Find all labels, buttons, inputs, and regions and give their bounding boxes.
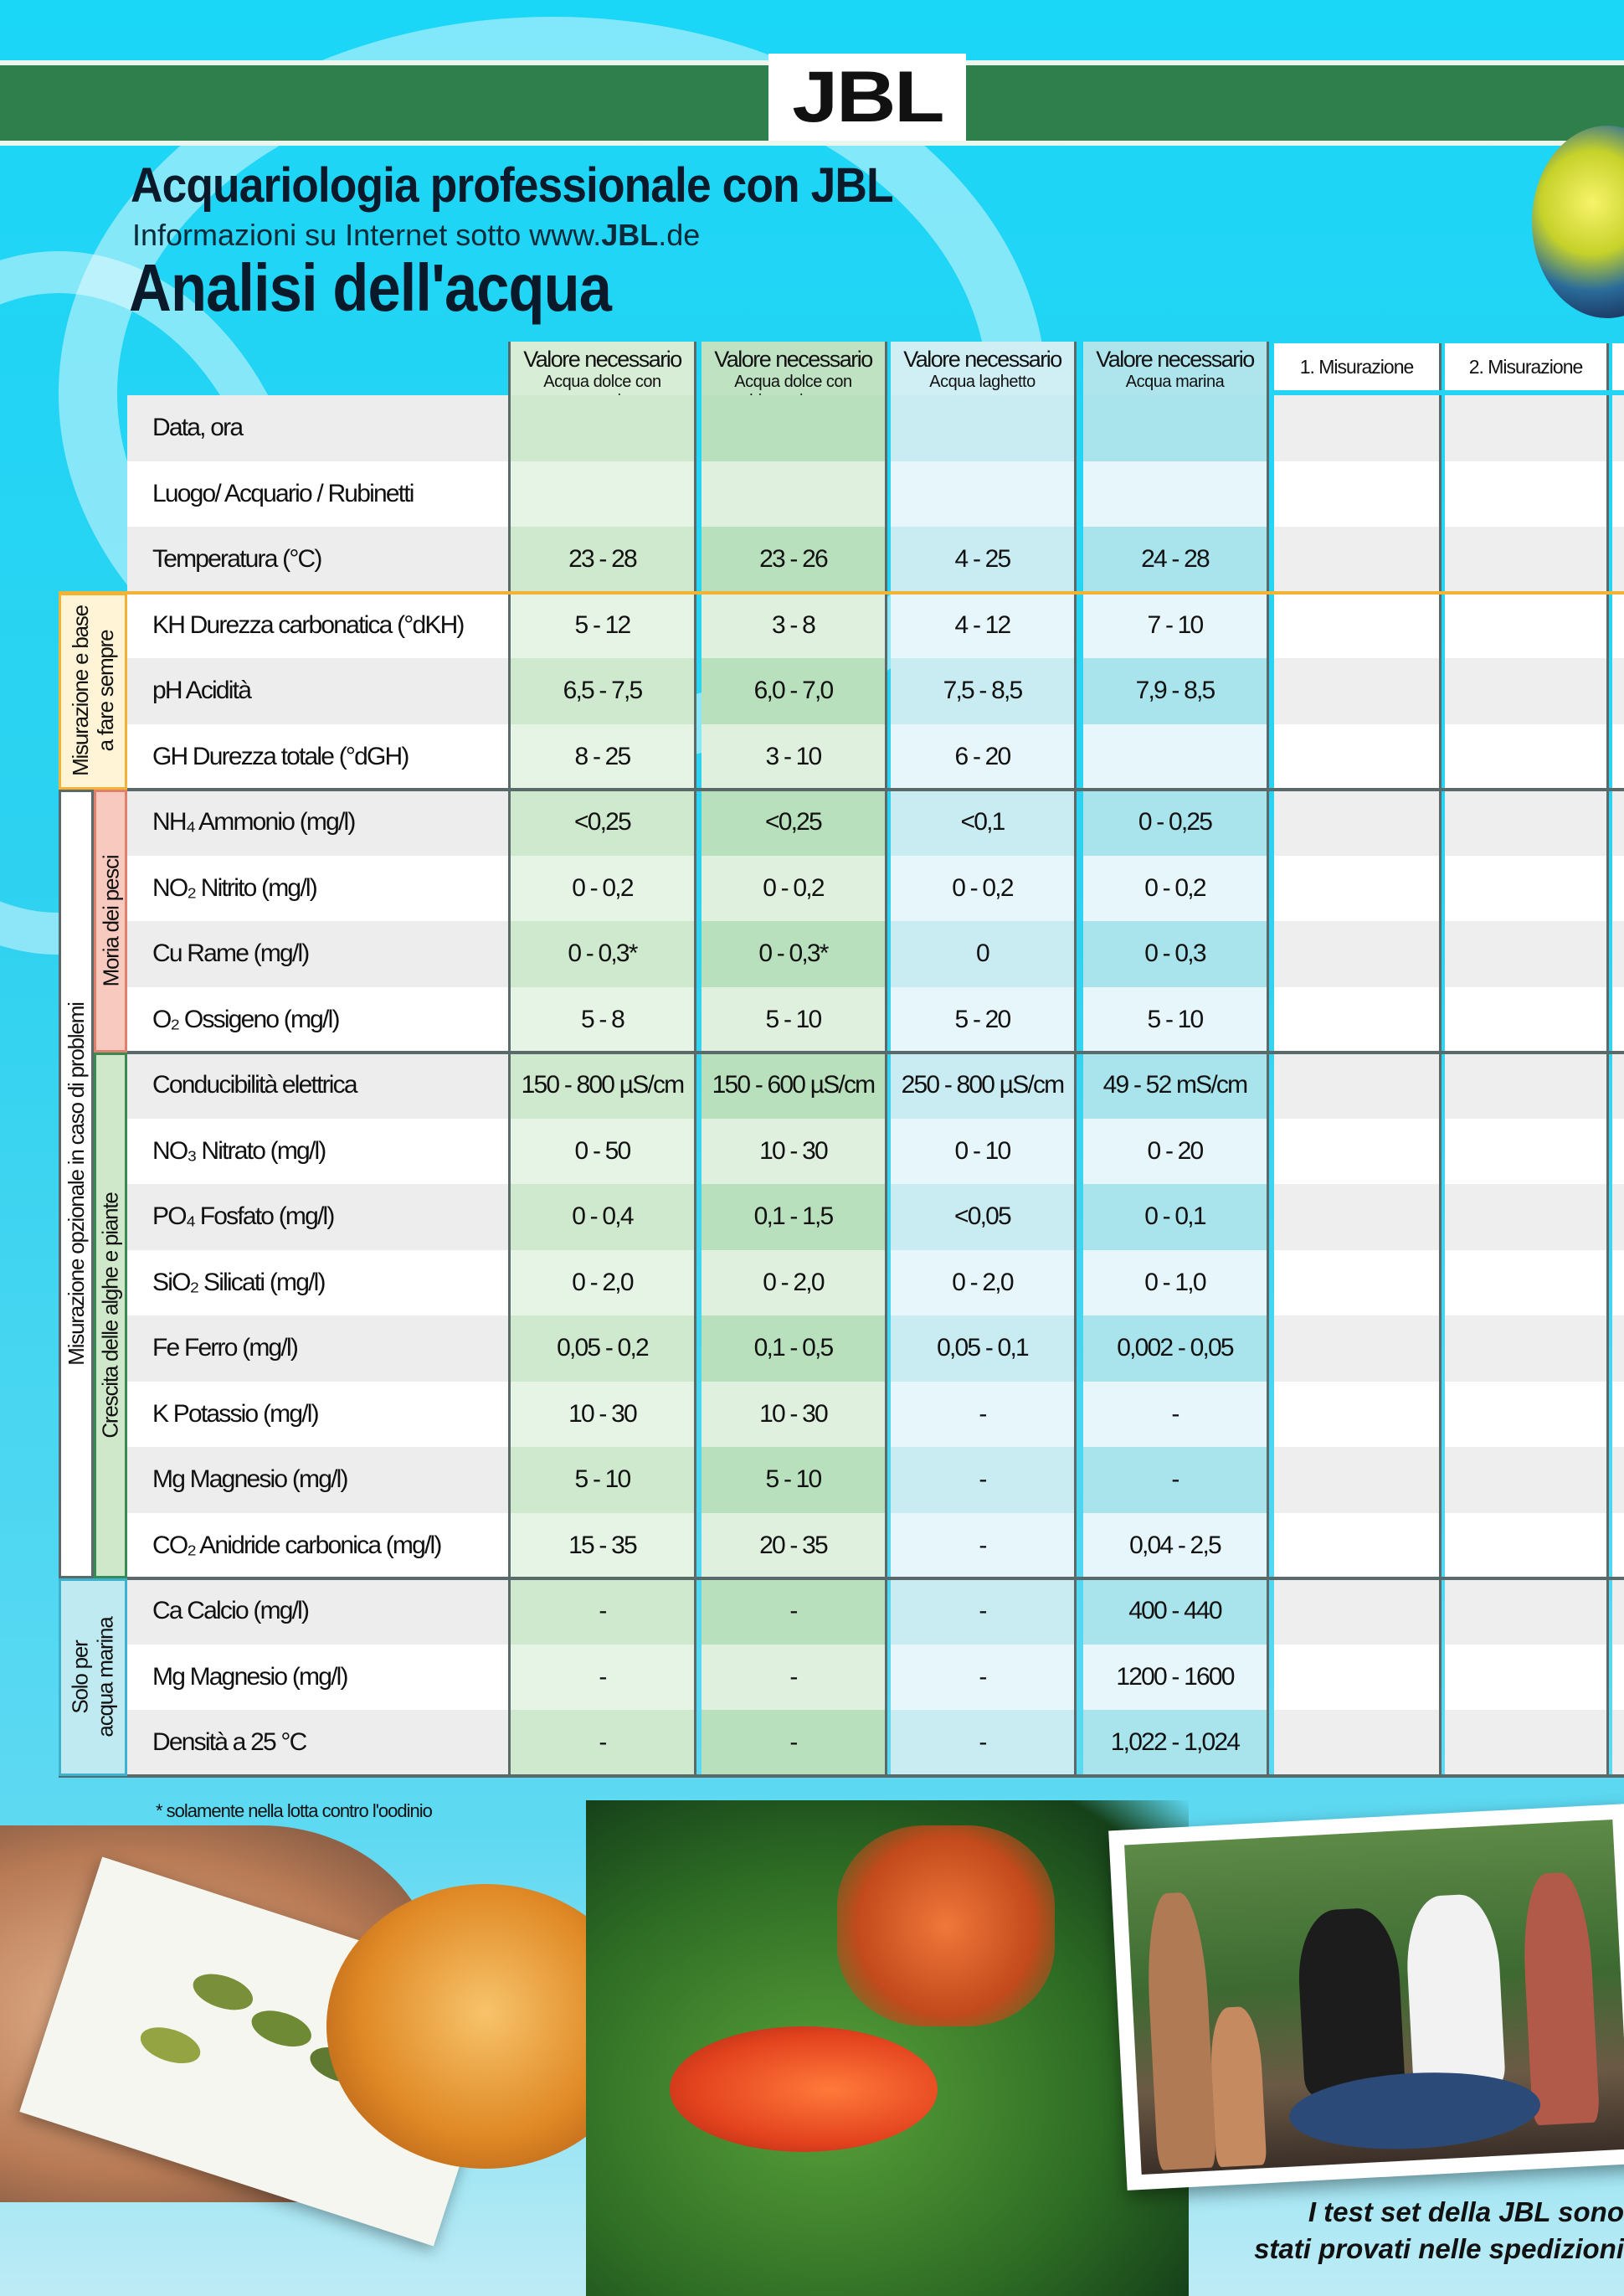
row-label: KH Durezza carbonatica (°dKH) (127, 593, 509, 659)
measurement-input-cell[interactable] (1612, 1315, 1624, 1382)
measurement-input-cell[interactable] (1445, 724, 1609, 790)
jbl-logo: JBL (768, 54, 966, 141)
value-cell: 0,1 - 1,5 (702, 1184, 887, 1250)
measurement-input-cell[interactable] (1445, 1315, 1609, 1382)
value-cell: 0 - 0,25 (1083, 790, 1269, 856)
row-label: Mg Magnesio (mg/l) (127, 1447, 509, 1513)
footnote: * solamente nella lotta contro l'oodinio (156, 1800, 432, 1821)
measurement-input-cell[interactable] (1612, 1053, 1624, 1119)
red-gourami-image (670, 2026, 938, 2152)
value-cell: 0,05 - 0,1 (891, 1315, 1077, 1382)
value-cell: <0,25 (702, 790, 887, 856)
value-cell: - (702, 1645, 887, 1711)
table-bottom-border (59, 1774, 1624, 1778)
expedition-photo (1108, 1804, 1624, 2190)
value-cell (1083, 724, 1269, 790)
value-cell: 7,9 - 8,5 (1083, 658, 1269, 724)
value-cell (511, 461, 696, 528)
measurement-input-cell[interactable] (1612, 987, 1624, 1053)
value-cell: - (511, 1645, 696, 1711)
value-cell: 15 - 35 (511, 1513, 696, 1579)
measurement-input-cell[interactable] (1274, 1710, 1442, 1776)
person-figure (1143, 1892, 1216, 2170)
person-figure (1520, 1871, 1601, 2126)
measurement-input-cell[interactable] (1445, 790, 1609, 856)
value-cell: 0 - 0,3* (702, 921, 887, 987)
value-cell: - (511, 1578, 696, 1645)
measurement-input-cell[interactable] (1274, 527, 1442, 593)
value-cell: 4 - 25 (891, 527, 1077, 593)
measurement-input-cell[interactable] (1612, 1645, 1624, 1711)
measurement-input-cell[interactable] (1274, 1184, 1442, 1250)
row-label: NO₃ Nitrato (mg/l) (127, 1119, 509, 1185)
value-cell: 0 - 0,2 (1083, 856, 1269, 922)
value-cell: - (891, 1382, 1077, 1448)
value-cell: 5 - 12 (511, 593, 696, 659)
page-title: Acquariologia professionale con JBL (131, 158, 893, 213)
color-dot (136, 2021, 205, 2070)
value-cell: 0 - 2,0 (702, 1250, 887, 1316)
measurement-input-cell[interactable] (1274, 1578, 1442, 1645)
value-cell: - (891, 1645, 1077, 1711)
value-cell: 6 - 20 (891, 724, 1077, 790)
label-column-divider (508, 342, 511, 1776)
value-cell: 250 - 800 µS/cm (891, 1053, 1077, 1119)
measurement-input-cell[interactable] (1612, 1710, 1624, 1776)
measurement-input-cell[interactable] (1274, 658, 1442, 724)
value-cell: - (1083, 1382, 1269, 1448)
group-label-base-text: Misurazione e base a fare sempre (68, 605, 119, 777)
value-cell: 0 - 20 (1083, 1119, 1269, 1185)
measurement-input-cell[interactable] (1445, 1447, 1609, 1513)
measurement-input-cell[interactable] (1274, 1447, 1442, 1513)
value-cell: 0,002 - 0,05 (1083, 1315, 1269, 1382)
column-header-subtitle: Acqua dolce con (734, 373, 852, 391)
measurement-input-cell[interactable] (1274, 593, 1442, 659)
measurement-input-cell[interactable] (1274, 395, 1442, 461)
row-label: Densità a 25 °C (127, 1710, 509, 1776)
measurement-input-cell[interactable] (1274, 1513, 1442, 1579)
value-cell: - (891, 1447, 1077, 1513)
value-cell (891, 461, 1077, 528)
measurement-input-cell[interactable] (1612, 1513, 1624, 1579)
group-label-fish-death (94, 790, 127, 1053)
measurement-input-cell[interactable] (1445, 461, 1609, 528)
measurement-input-cell[interactable] (1274, 461, 1442, 528)
value-cell: 0 - 0,4 (511, 1184, 696, 1250)
column-header-title: Valore necessario (903, 347, 1061, 372)
value-cell: 0 - 2,0 (891, 1250, 1077, 1316)
value-cell (1083, 395, 1269, 461)
row-label: CO₂ Anidride carbonica (mg/l) (127, 1513, 509, 1579)
measurement-input-cell[interactable] (1445, 987, 1609, 1053)
measurement-input-cell[interactable] (1445, 1645, 1609, 1711)
value-cell: 4 - 12 (891, 593, 1077, 659)
value-cell: 23 - 26 (702, 527, 887, 593)
measurement-input-cell[interactable] (1612, 1119, 1624, 1185)
measurement-input-cell[interactable] (1445, 1119, 1609, 1185)
measurement-input-cell[interactable] (1612, 724, 1624, 790)
value-cell: <0,1 (891, 790, 1077, 856)
column-header-subtitle: Acqua marina (1125, 373, 1225, 391)
measurement-input-cell[interactable] (1445, 1710, 1609, 1776)
column-header-title: Valore necessario (714, 347, 872, 372)
color-dot (247, 2004, 316, 2053)
measurement-input-cell[interactable] (1274, 1315, 1442, 1382)
measurement-header (1612, 343, 1624, 390)
person-figure (1404, 1892, 1506, 2089)
value-cell (702, 461, 887, 528)
value-cell: 0 - 0,1 (1083, 1184, 1269, 1250)
measurement-input-cell[interactable] (1445, 658, 1609, 724)
measurement-input-cell[interactable] (1612, 593, 1624, 659)
value-cell: 0 - 0,2 (511, 856, 696, 922)
value-cell: 7 - 10 (1083, 593, 1269, 659)
row-label: Ca Calcio (mg/l) (127, 1578, 509, 1645)
row-label: Fe Ferro (mg/l) (127, 1315, 509, 1382)
section-heading: Analisi dell'acqua (129, 250, 612, 325)
value-cell: 6,5 - 7,5 (511, 658, 696, 724)
value-cell: 5 - 10 (702, 987, 887, 1053)
group-separator (59, 1577, 1624, 1580)
measurement-input-cell[interactable] (1612, 658, 1624, 724)
measurement-input-cell[interactable] (1612, 1250, 1624, 1316)
measurement-input-cell[interactable] (1274, 987, 1442, 1053)
value-cell: 7,5 - 8,5 (891, 658, 1077, 724)
value-cell: 0 - 10 (891, 1119, 1077, 1185)
measurement-input-cell[interactable] (1612, 1184, 1624, 1250)
value-cell: - (702, 1578, 887, 1645)
measurement-input-cell[interactable] (1274, 856, 1442, 922)
value-cell: 49 - 52 mS/cm (1083, 1053, 1269, 1119)
red-plant-image (837, 1825, 1055, 2026)
person-figure (1296, 1907, 1406, 2096)
value-cell: 0 (891, 921, 1077, 987)
measurement-input-cell[interactable] (1274, 921, 1442, 987)
value-cell: 8 - 25 (511, 724, 696, 790)
value-cell: 150 - 800 µS/cm (511, 1053, 696, 1119)
measurement-input-cell[interactable] (1445, 1382, 1609, 1448)
measurement-input-cell[interactable] (1274, 1119, 1442, 1185)
measurement-input-cell[interactable] (1274, 724, 1442, 790)
measurement-input-cell[interactable] (1274, 1053, 1442, 1119)
measurement-input-cell[interactable] (1612, 856, 1624, 922)
value-cell (511, 395, 696, 461)
value-cell (702, 395, 887, 461)
measurement-input-cell[interactable] (1612, 790, 1624, 856)
value-cell: - (511, 1710, 696, 1776)
group-separator (59, 788, 1624, 791)
measurement-input-cell[interactable] (1445, 1513, 1609, 1579)
row-label: K Potassio (mg/l) (127, 1382, 509, 1448)
value-cell: - (891, 1578, 1077, 1645)
value-cell: - (891, 1513, 1077, 1579)
measurement-input-cell[interactable] (1445, 1250, 1609, 1316)
value-cell: 6,0 - 7,0 (702, 658, 887, 724)
measurement-header: 2. Misurazione (1445, 343, 1609, 390)
measurement-input-cell[interactable] (1445, 395, 1609, 461)
group-label-problems (59, 790, 94, 1578)
value-cell: 400 - 440 (1083, 1578, 1269, 1645)
measurement-input-cell[interactable] (1445, 593, 1609, 659)
value-cell: 0,04 - 2,5 (1083, 1513, 1269, 1579)
row-label: Data, ora (127, 395, 509, 461)
group-label-marine-text: Solo per acqua marina (68, 1617, 119, 1737)
value-cell: 0 - 1,0 (1083, 1250, 1269, 1316)
value-cell: 10 - 30 (702, 1382, 887, 1448)
value-cell: <0,25 (511, 790, 696, 856)
value-cell: - (891, 1710, 1077, 1776)
group-separator (59, 591, 1624, 595)
column-header-title: Valore necessario (523, 347, 681, 372)
row-label: Luogo/ Acquario / Rubinetti (127, 461, 509, 528)
row-label: GH Durezza totale (°dGH) (127, 724, 509, 790)
value-cell: 10 - 30 (702, 1119, 887, 1185)
group-label-fish-death-text: Moria dei pesci (98, 855, 124, 987)
row-label: SiO₂ Silicati (mg/l) (127, 1250, 509, 1316)
group-label-marine (59, 1578, 127, 1776)
measurement-input-cell[interactable] (1612, 1382, 1624, 1448)
group-label-algae-text: Crescita delle alghe e piante (98, 1192, 123, 1439)
value-cell: 23 - 28 (511, 527, 696, 593)
group-label-problems-text: Misurazione opzionale in caso di problemi (64, 1002, 90, 1366)
measurement-input-cell[interactable] (1612, 395, 1624, 461)
row-label: NH₄ Ammonio (mg/l) (127, 790, 509, 856)
person-figure (1208, 2005, 1267, 2167)
value-cell: 0 - 0,3 (1083, 921, 1269, 987)
row-label: Temperatura (°C) (127, 527, 509, 593)
value-cell: 5 - 8 (511, 987, 696, 1053)
measurement-input-cell[interactable] (1612, 921, 1624, 987)
value-cell: 3 - 10 (702, 724, 887, 790)
website-info: Informazioni su Internet sotto www.JBL.de (132, 218, 701, 252)
row-label: Mg Magnesio (mg/l) (127, 1645, 509, 1711)
measurement-input-cell[interactable] (1612, 527, 1624, 593)
value-cell (1083, 461, 1269, 528)
measurement-header: 1. Misurazione (1274, 343, 1442, 390)
row-label: pH Acidità (127, 658, 509, 724)
measurement-input-cell[interactable] (1274, 1250, 1442, 1316)
value-cell: 150 - 600 µS/cm (702, 1053, 887, 1119)
measurement-input-cell[interactable] (1612, 1578, 1624, 1645)
photo-caption: I test set della JBL sono stati provati nelle spedizioni (1254, 2196, 1624, 2264)
column-header-subtitle: Acqua dolce con (543, 373, 661, 391)
value-cell: <0,05 (891, 1184, 1077, 1250)
value-cell: 3 - 8 (702, 593, 887, 659)
value-cell (891, 395, 1077, 461)
value-cell: 0,05 - 0,2 (511, 1315, 696, 1382)
value-cell: 5 - 20 (891, 987, 1077, 1053)
group-label-algae (94, 1053, 127, 1578)
measurement-input-cell[interactable] (1274, 790, 1442, 856)
value-cell: 24 - 28 (1083, 527, 1269, 593)
value-cell: 5 - 10 (1083, 987, 1269, 1053)
value-cell: 0 - 0,2 (891, 856, 1077, 922)
value-cell: - (1083, 1447, 1269, 1513)
row-label: NO₂ Nitrito (mg/l) (127, 856, 509, 922)
value-cell: 0 - 2,0 (511, 1250, 696, 1316)
measurement-input-cell[interactable] (1445, 527, 1609, 593)
column-header-subtitle: Acqua laghetto (929, 373, 1036, 391)
value-cell: 5 - 10 (702, 1447, 887, 1513)
value-cell: 1,022 - 1,024 (1083, 1710, 1269, 1776)
measurement-input-cell[interactable] (1445, 1184, 1609, 1250)
value-cell: 0 - 50 (511, 1119, 696, 1185)
row-label: Cu Rame (mg/l) (127, 921, 509, 987)
value-cell: 0 - 0,2 (702, 856, 887, 922)
column-header-title: Valore necessario (1096, 347, 1254, 372)
row-label: Conducibilità elettrica (127, 1053, 509, 1119)
measurement-input-cell[interactable] (1274, 1382, 1442, 1448)
color-dot (188, 1967, 257, 2016)
measurement-input-cell[interactable] (1445, 1053, 1609, 1119)
measurement-input-cell[interactable] (1612, 1447, 1624, 1513)
row-label: O₂ Ossigeno (mg/l) (127, 987, 509, 1053)
value-cell: 0,1 - 0,5 (702, 1315, 887, 1382)
value-cell: - (702, 1710, 887, 1776)
measurement-input-cell[interactable] (1445, 1578, 1609, 1645)
value-cell: 20 - 35 (702, 1513, 887, 1579)
group-label-base (59, 593, 127, 790)
row-label: PO₄ Fosfato (mg/l) (127, 1184, 509, 1250)
measurement-input-cell[interactable] (1612, 461, 1624, 528)
measurement-input-cell[interactable] (1445, 856, 1609, 922)
measurement-input-cell[interactable] (1274, 1645, 1442, 1711)
value-cell: 5 - 10 (511, 1447, 696, 1513)
measurement-input-cell[interactable] (1445, 921, 1609, 987)
value-cell: 10 - 30 (511, 1382, 696, 1448)
value-cell: 1200 - 1600 (1083, 1645, 1269, 1711)
value-cell: 0 - 0,3* (511, 921, 696, 987)
group-separator (59, 1051, 1624, 1054)
